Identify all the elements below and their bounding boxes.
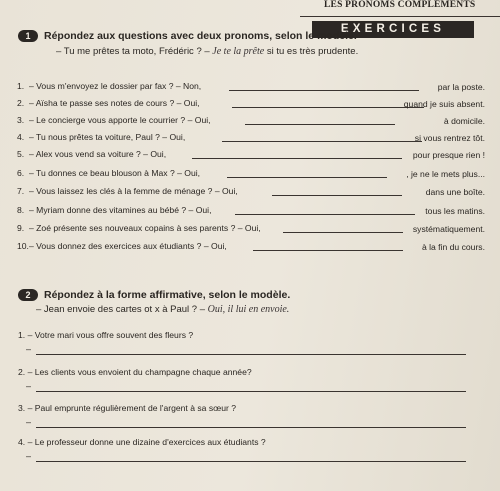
item-question: – Aïsha te passe ses notes de cours ? – Oui, [29, 98, 200, 108]
item-number: 9. [17, 223, 25, 233]
item-ending: tous les matins. [425, 206, 485, 216]
exercise-2-number: 2 [18, 289, 38, 301]
item-number: 3. [18, 403, 26, 413]
model-answer: Je te la prête [212, 46, 265, 57]
item-ending: dans une boîte. [425, 187, 485, 197]
item-ending: par la poste. [437, 82, 485, 92]
answer-blank[interactable] [192, 158, 402, 159]
answer-line[interactable] [36, 427, 466, 428]
item-question: – Vous m'envoyez le dossier par fax ? – Non, [29, 81, 202, 91]
answer-line[interactable] [36, 354, 466, 355]
answer-blank[interactable] [253, 250, 403, 251]
item-ending: quand je suis absent. [403, 99, 485, 109]
exercise-2-question [18, 437, 266, 447]
item-question: – Vous donnez des exercices aux étudiants ? – Oui, [29, 241, 227, 251]
item-question: – Paul emprunte régulièrement de l'argent à sa sœur ? [27, 403, 237, 413]
item-ending: si vous rentrez tôt. [414, 133, 485, 143]
item-number: 2. [18, 367, 26, 377]
exercise-1-item [17, 168, 485, 180]
exercise-1-item [17, 98, 485, 110]
exercise-1-item [17, 186, 485, 198]
answer-blank[interactable] [235, 214, 415, 215]
answer-blank[interactable] [232, 107, 424, 108]
answer-dash: – [26, 417, 32, 427]
item-ending: à la fin du cours. [421, 242, 485, 252]
item-number: 1. [18, 330, 26, 340]
exercise-2-question [18, 330, 193, 340]
model-answer-2: Oui, il lui en envoie. [207, 304, 290, 315]
exercise-1-title [18, 30, 357, 42]
exercise-1-instruction: Répondez aux questions avec deux pronoms, selon le modèle. [44, 30, 357, 42]
exercise-1-item [17, 81, 485, 93]
exercise-1-item [17, 205, 485, 217]
answer-line[interactable] [36, 391, 466, 392]
item-question: – Le professeur donne une dizaine d'exercices aux étudiants ? [27, 437, 266, 447]
item-ending: , je ne le mets plus... [406, 169, 485, 179]
header-rule [300, 16, 500, 17]
item-question: – Alex vous vend sa voiture ? – Oui, [29, 149, 167, 159]
exercise-1-model [56, 46, 358, 57]
running-header: LES PRONOMS COMPLÉMENTS [324, 0, 476, 10]
item-question: – Tu nous prêtes ta voiture, Paul ? – Oui, [29, 132, 186, 142]
answer-blank[interactable] [222, 141, 422, 142]
answer-blank[interactable] [229, 90, 419, 91]
item-number: 3. [17, 115, 25, 125]
item-number: 4. [17, 132, 25, 142]
answer-dash: – [26, 381, 32, 391]
item-number: 10. [17, 241, 29, 251]
answer-blank[interactable] [283, 232, 403, 233]
item-question: – Votre mari vous offre souvent des fleurs ? [27, 330, 194, 340]
item-ending: systématiquement. [412, 224, 485, 234]
item-ending: à domicile. [443, 116, 485, 126]
model-prefix-2: – Jean envoie des cartes ot x à Paul ? – [36, 304, 205, 315]
model-prefix: – Tu me prêtes ta moto, Frédéric ? – [56, 46, 210, 57]
exercise-1-item [17, 132, 485, 144]
item-ending: pour presque rien ! [412, 150, 485, 160]
exercise-1-item [17, 115, 485, 127]
exercise-2-question [18, 367, 252, 377]
answer-blank[interactable] [245, 124, 395, 125]
item-question: – Vous laissez les clés à la femme de ménage ? – Oui, [29, 186, 238, 196]
item-number: 1. [17, 81, 25, 91]
answer-dash: – [26, 344, 32, 354]
item-question: – Zoé présente ses nouveaux copains à ses parents ? – Oui, [29, 223, 261, 233]
item-number: 6. [17, 168, 25, 178]
exercise-2-question [18, 403, 236, 413]
item-number: 4. [18, 437, 26, 447]
exercise-1-number: 1 [18, 30, 38, 42]
answer-dash: – [26, 451, 32, 461]
exercise-1-item [17, 223, 485, 235]
item-number: 7. [17, 186, 25, 196]
item-question: – Les clients vous envoient du champagne chaque année? [27, 367, 252, 377]
item-number: 8. [17, 205, 25, 215]
exercise-2-title [18, 289, 290, 301]
item-question: – Tu donnes ce beau blouson à Max ? – Oui, [29, 168, 201, 178]
exercise-2-instruction: Répondez à la forme affirmative, selon le modèle. [44, 289, 291, 301]
answer-line[interactable] [36, 461, 466, 462]
exercises-banner: EXERCICES [312, 21, 474, 38]
model-suffix: si tu es très prudente. [266, 46, 359, 57]
item-question: – Myriam donne des vitamines au bébé ? – Oui, [29, 205, 212, 215]
item-number: 5. [17, 149, 25, 159]
answer-blank[interactable] [272, 195, 402, 196]
item-question: – Le concierge vous apporte le courrier ? – Oui, [29, 115, 211, 125]
answer-blank[interactable] [227, 177, 387, 178]
exercise-1-item [17, 149, 485, 161]
exercise-1-item [17, 241, 485, 253]
item-number: 2. [17, 98, 25, 108]
exercise-2-model [36, 304, 289, 315]
